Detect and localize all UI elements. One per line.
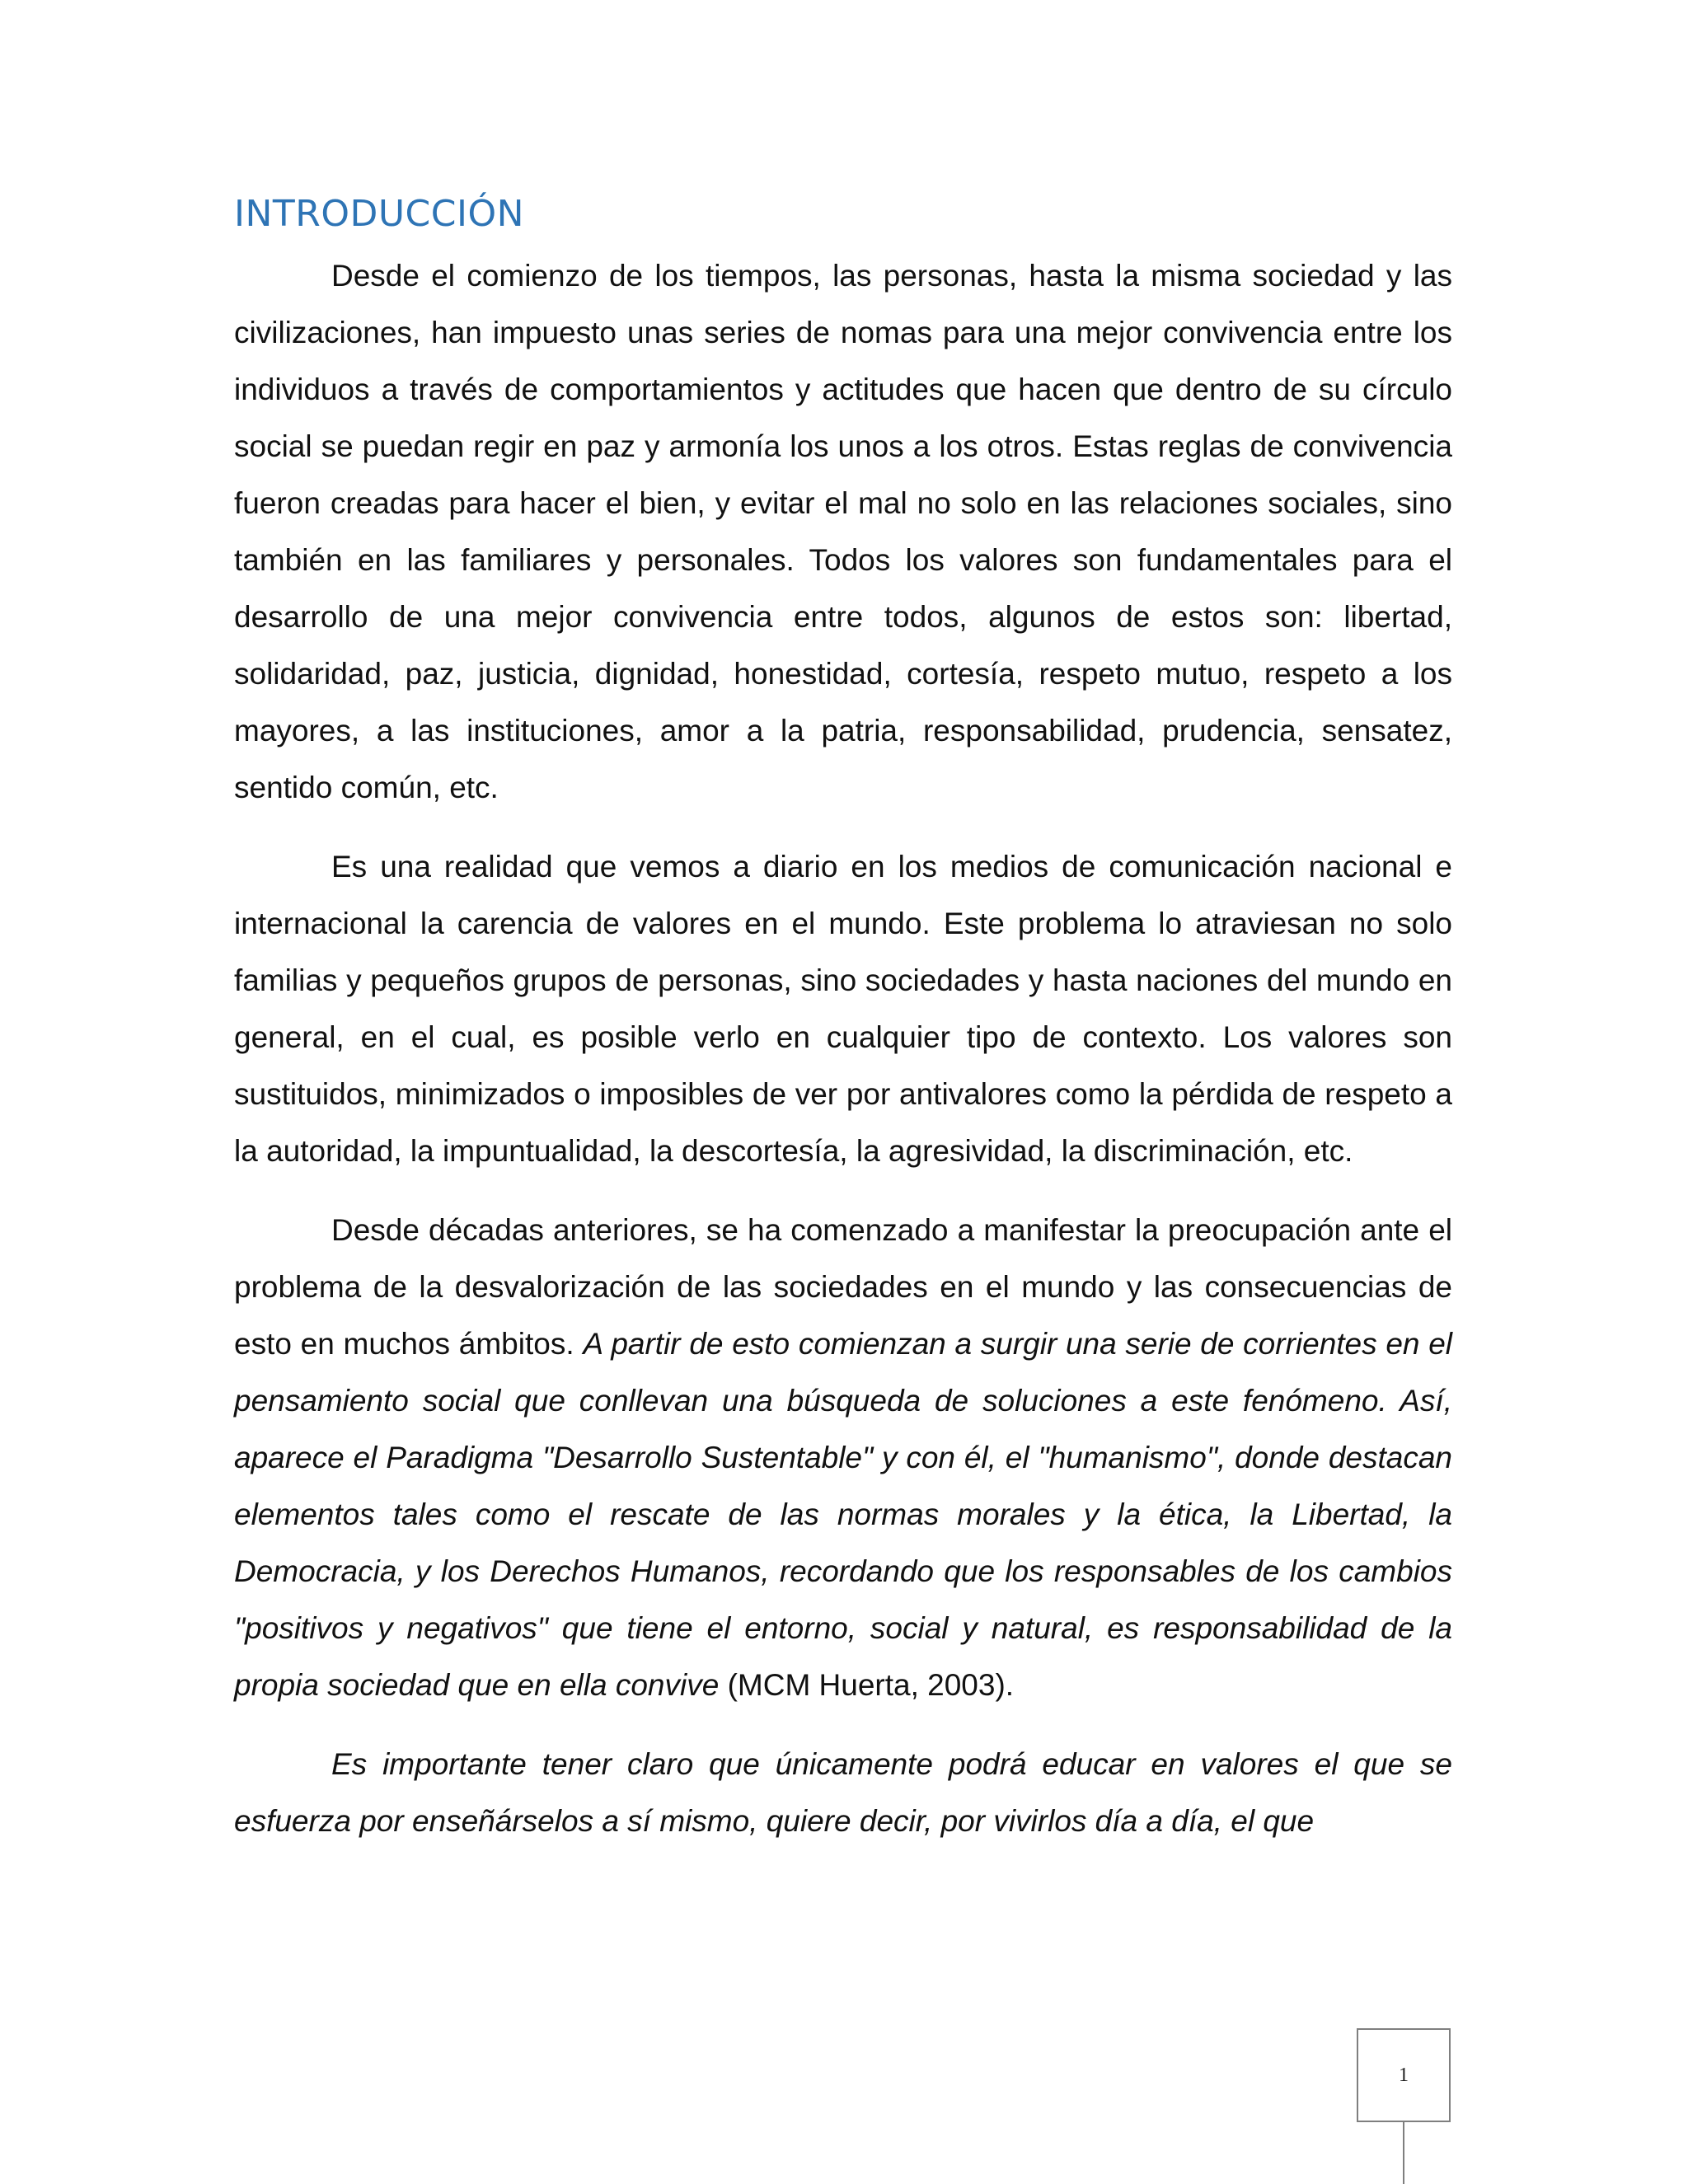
paragraph-3-citation: (MCM Huerta, 2003). [719,1668,1015,1702]
paragraph-1 [234,247,1452,816]
paragraph-1-text: Desde el comienzo de los tiempos, las personas, hasta la misma sociedad y las civilizaciones, han impuesto unas series de nomas para una mejor convivencia entre los individuos a través de comportamientos y actitudes que hacen que dentro de su círculo social se puedan regir en paz y armonía los unos a los otros. Estas reglas de convivencia fueron creadas para hacer el bien, y evitar el mal no solo en las relaciones sociales, sino también en las familiares y personales. Todos los valores son fundamentales para el desarrollo de una mejor convivencia entre todos, algunos de estos son: libertad, solidaridad, paz, justicia, dignidad, honestidad, cortesía, respeto mutuo, respeto a los mayores, a las instituciones, amor a la patria, responsabilidad, prudencia, sensatez, sentido común, etc. [234,259,1452,804]
paragraph-4 [234,1736,1452,1849]
paragraph-3-text: Desde décadas anteriores, se ha comenzado a manifestar la preocupación ante el problema de la desvalorización de las sociedades en el mundo y las consecuencias de esto en muchos ámbitos. [234,1213,1452,1361]
paragraph-4-quote: Es importante tener claro que únicamente podrá educar en valores el que se esfuerza por enseñárselos a sí mismo, quiere decir, por vivirlos día a día, el que [234,1747,1452,1838]
paragraph-2 [234,838,1452,1179]
paragraph-3 [234,1202,1452,1713]
paragraph-2-text: Es una realidad que vemos a diario en los medios de comunicación nacional e internacional la carencia de valores en el mundo. Este problema lo atraviesan no solo familias y pequeños grupos de personas, sino sociedades y hasta naciones del mundo en general, en el cual, es posible verlo en cualquier tipo de contexto. Los valores son sustituidos, minimizados o imposibles de ver por antivalores como la pérdida de respeto a la autoridad, la impuntualidad, la descortesía, la agresividad, la discriminación, etc. [234,850,1452,1168]
section-heading: INTRODUCCIÓN [234,193,525,235]
page-number-connector [1403,2122,1404,2184]
body-text [234,247,1452,1872]
page-number: 1 [1399,2064,1409,2086]
page-number-box [1357,2028,1451,2122]
paragraph-3-quote: A partir de esto comienzan a surgir una serie de corrientes en el pensamiento social que conllevan una búsqueda de soluciones a este fenómeno. Así, aparece el Paradigma "Desarrollo Sustentable" y con él, el "humanismo", donde destacan elementos tales como el rescate de las normas morales y la ética, la Libertad, la Democracia, y los Derechos Humanos, recordando que los responsables de los cambios "positivos y negativos" que tiene el entorno, social y natural, es responsabilidad de la propia sociedad que en ella convive [234,1327,1452,1702]
